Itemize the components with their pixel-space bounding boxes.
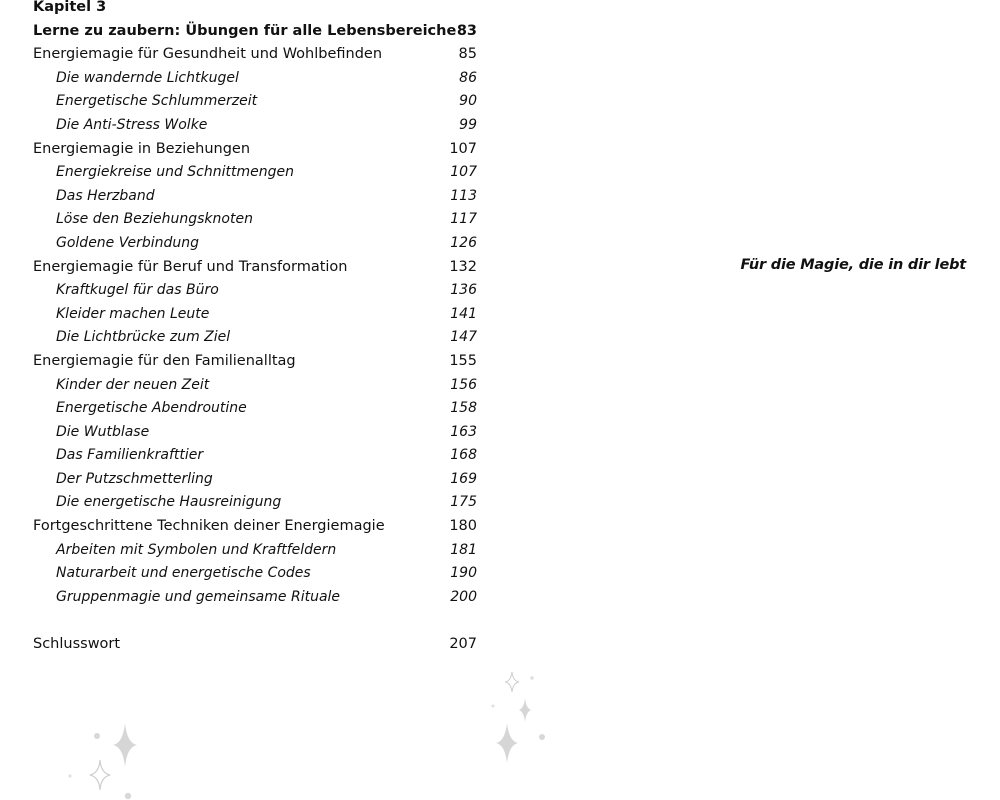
toc-entry-subsection: [33, 491, 483, 515]
toc-entry-page-number: 181: [450, 541, 477, 558]
toc-entry-page-number: 163: [450, 423, 477, 440]
toc-entry-page-number: 141: [450, 305, 477, 322]
toc-entry-subsection: [33, 67, 483, 91]
toc-entry-section: [33, 633, 483, 657]
toc-entry-subsection: [33, 232, 483, 256]
toc-entry-page-number: 168: [450, 447, 477, 464]
toc-entry-subsection: [33, 90, 483, 114]
toc-entry-page-number: 99: [459, 116, 477, 133]
toc-entry-subsection: [33, 562, 483, 586]
toc-entry-title: Löse den Beziehungsknoten: [56, 211, 253, 228]
sparkle-dot-icon: [125, 793, 131, 799]
toc-entry-page-number: 107: [450, 164, 477, 181]
toc-entry-page-number: 190: [450, 565, 477, 582]
toc-entry-title: Energiemagie für Gesundheit und Wohlbefinden: [33, 46, 383, 63]
toc-entry-subsection: [33, 468, 483, 492]
toc-entry-title: Energiekreise und Schnittmengen: [56, 164, 294, 181]
toc-entry-title: Die Wutblase: [56, 423, 150, 440]
toc-entry-subsection: [33, 539, 483, 563]
sparkle-icon: [113, 723, 137, 767]
toc-entry-title: Die wandernde Lichtkugel: [56, 69, 239, 86]
toc-entry-title: Die Anti-Stress Wolke: [56, 116, 208, 133]
table-of-contents: [33, 0, 483, 657]
toc-entry-page-number: 136: [450, 282, 477, 299]
toc-entry-page-number: 126: [450, 234, 477, 251]
toc-entry-section: [33, 350, 483, 374]
toc-entry-subsection: [33, 279, 483, 303]
toc-entry-page-number: 147: [450, 329, 477, 346]
toc-entry-page-number: 200: [450, 588, 477, 605]
toc-entry-section: [33, 43, 483, 67]
toc-entry-page-number: 107: [449, 140, 477, 157]
toc-entry-title: Der Putzschmetterling: [56, 470, 213, 487]
toc-entry-subsection: [33, 114, 483, 138]
toc-entry-subsection: [33, 161, 483, 185]
toc-entry-page-number: 132: [449, 258, 477, 275]
toc-entry-subsection: [33, 397, 483, 421]
toc-entry-title: Lerne zu zaubern: Übungen für alle Lebensbereiche: [33, 22, 457, 39]
toc-entry-title: Energiemagie für Beruf und Transformation: [33, 258, 348, 275]
toc-entry-title: Energiemagie für den Familienalltag: [33, 352, 296, 369]
toc-entry-page-number: 86: [459, 69, 477, 86]
toc-entry-chapter-label: [33, 0, 483, 20]
toc-entry-page-number: 175: [450, 494, 477, 511]
toc-entry-page-number: 85: [458, 46, 477, 63]
dedication-text: Für die Magie, die in dir lebt: [740, 257, 966, 273]
toc-entry-title: Kraftkugel für das Büro: [56, 282, 219, 299]
toc-entry-title: Die energetische Hausreinigung: [56, 494, 282, 511]
toc-entry-page-number: 117: [450, 211, 477, 228]
toc-entry-title: Das Familienkrafttier: [56, 447, 204, 464]
sparkle-dot-icon: [68, 774, 71, 777]
sparkle-dot-icon: [492, 705, 495, 708]
toc-entry-page-number: 207: [449, 636, 477, 653]
toc-entry-title: Kleider machen Leute: [56, 305, 210, 322]
toc-entry-title: Gruppenmagie und gemeinsame Rituale: [56, 588, 341, 605]
sparkle-icon: [519, 698, 531, 722]
sparkle-dot-icon: [530, 676, 534, 680]
toc-entry-section: [33, 138, 483, 162]
toc-entry-page-number: 169: [450, 470, 477, 487]
toc-entry-title: Goldene Verbindung: [56, 234, 200, 251]
toc-entry-title: Kinder der neuen Zeit: [56, 376, 210, 393]
toc-spacer: [33, 609, 483, 633]
toc-entry-title: Kapitel 3: [33, 0, 107, 15]
toc-entry-subsection: [33, 586, 483, 610]
toc-entry-page-number: 156: [450, 376, 477, 393]
toc-entry-subsection: [33, 444, 483, 468]
toc-entry-title: Das Herzband: [56, 187, 155, 204]
toc-entry-page-number: 90: [459, 93, 477, 110]
toc-entry-subsection: [33, 208, 483, 232]
sparkle-dot-icon: [94, 733, 100, 739]
toc-entry-title: Energetische Abendroutine: [56, 400, 247, 417]
toc-entry-page-number: 83: [456, 22, 477, 39]
toc-entry-title: Naturarbeit und energetische Codes: [56, 565, 311, 582]
toc-entry-title: Arbeiten mit Symbolen und Kraftfeldern: [56, 541, 337, 558]
toc-entry-page-number: 113: [450, 187, 477, 204]
toc-entry-title: Fortgeschrittene Techniken deiner Energiemagie: [33, 518, 385, 535]
toc-entry-page-number: 180: [449, 518, 477, 535]
toc-entry-title: Energiemagie in Beziehungen: [33, 140, 251, 157]
toc-entry-subsection: [33, 185, 483, 209]
toc-entry-page-number: 155: [449, 352, 477, 369]
toc-entry-subsection: [33, 374, 483, 398]
toc-entry-title: Schlusswort: [33, 636, 121, 653]
sparkle-icon: [496, 723, 518, 763]
toc-entry-chapter-title: [33, 20, 483, 44]
sparkle-dot-icon: [539, 734, 545, 740]
toc-entry-title: Energetische Schlummerzeit: [56, 93, 258, 110]
toc-entry-subsection: [33, 421, 483, 445]
toc-entry-subsection: [33, 326, 483, 350]
sparkle-outline-icon: [505, 672, 519, 692]
toc-entry-subsection: [33, 303, 483, 327]
toc-entry-section: [33, 515, 483, 539]
toc-entry-section: [33, 256, 483, 280]
toc-entry-title: Die Lichtbrücke zum Ziel: [56, 329, 231, 346]
toc-entry-page-number: 158: [450, 400, 477, 417]
sparkle-outline-icon: [90, 760, 110, 790]
